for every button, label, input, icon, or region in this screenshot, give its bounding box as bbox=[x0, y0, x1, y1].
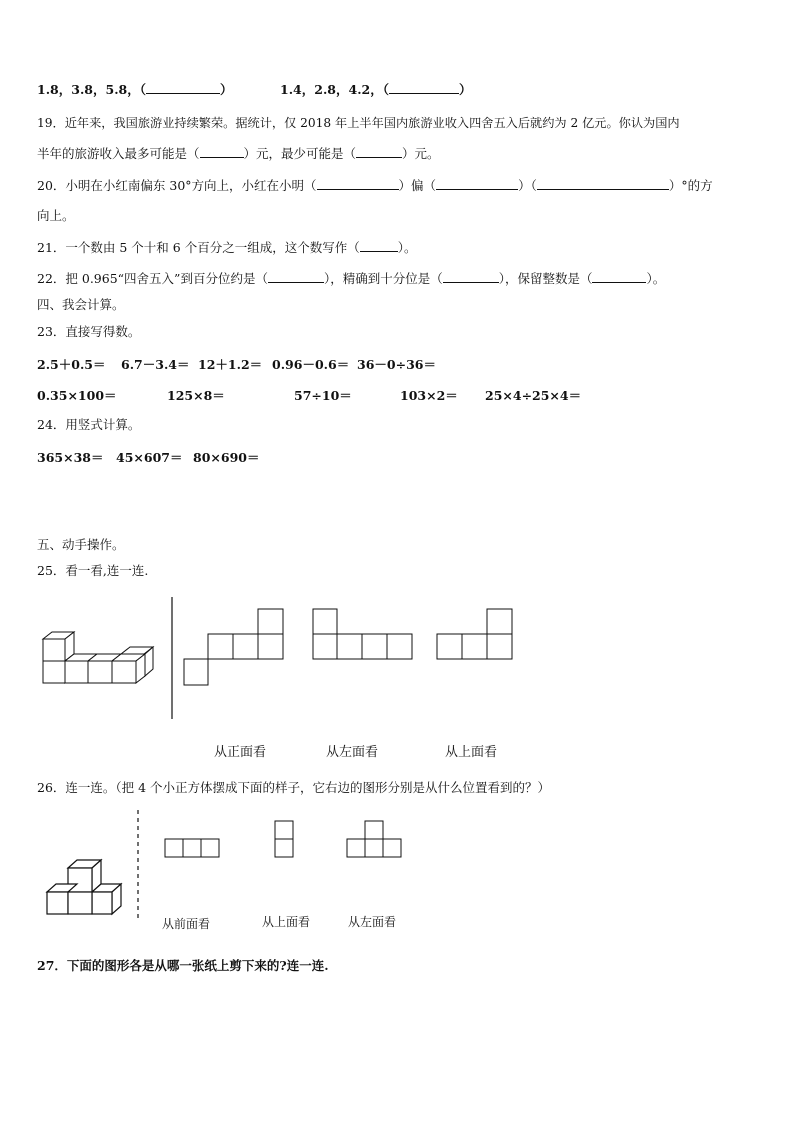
q22-blank-1[interactable] bbox=[268, 271, 324, 283]
q26-title: 26．连一连。（把 4 个小正方体摆成下面的样子，它右边的图形分别是从什么位置看到的？） bbox=[37, 780, 551, 795]
section4-title: 四、我会计算。 bbox=[37, 297, 125, 312]
q19-blank-min[interactable] bbox=[356, 146, 402, 158]
q27-title: 27．下面的图形各是从哪一张纸上剪下来的?连一连. bbox=[37, 958, 329, 973]
q25-label-top: 从上面看 bbox=[445, 745, 498, 760]
q20-line2: 向上。 bbox=[37, 208, 75, 223]
q23-item: 36－0÷36＝ bbox=[357, 357, 436, 372]
q24-item: 365×38＝ bbox=[37, 450, 104, 465]
q20-blank-3[interactable] bbox=[537, 178, 669, 190]
q19-line1: 19．近年来，我国旅游业持续繁荣。据统计，仅 2018 年上半年国内旅游业收入四舍五入后就约为 2 亿元。你认为国内 bbox=[37, 116, 680, 130]
q19-blank-max[interactable] bbox=[200, 146, 244, 158]
q20-blank-1[interactable] bbox=[317, 178, 399, 190]
q22-blank-2[interactable] bbox=[443, 271, 499, 283]
q26-label-top: 从上面看 bbox=[262, 915, 311, 929]
q25-divider-line bbox=[170, 597, 174, 719]
q26-label-front: 从前面看 bbox=[162, 917, 211, 931]
q18-seq-a: 1.8，3.8，5.8，（ bbox=[37, 82, 146, 97]
q23-item: 2.5＋0.5＝ bbox=[37, 357, 106, 372]
q26-cube-figure bbox=[44, 858, 124, 918]
q25-label-left: 从左面看 bbox=[326, 745, 379, 760]
q25-title: 25．看一看,连一连. bbox=[37, 563, 149, 578]
q23-item: 25×4÷25×4＝ bbox=[485, 388, 582, 403]
q22-blank-3[interactable] bbox=[592, 271, 646, 283]
q23-item: 57÷10＝ bbox=[294, 388, 352, 403]
q23-item: 0.96－0.6＝ bbox=[272, 357, 350, 372]
q24-title: 24．用竖式计算。 bbox=[37, 417, 141, 432]
q23-title: 23．直接写得数。 bbox=[37, 324, 141, 339]
q23-item: 0.35×100＝ bbox=[37, 388, 117, 403]
q26-view-shape-2 bbox=[274, 820, 296, 860]
q18-blank-a[interactable] bbox=[146, 82, 220, 94]
q23-item: 12＋1.2＝ bbox=[198, 357, 263, 372]
q26-view-shape-3 bbox=[346, 820, 404, 860]
q25-label-front: 从正面看 bbox=[214, 745, 267, 760]
q25-view-shape-2 bbox=[312, 608, 414, 663]
q25-cube-figure bbox=[40, 630, 170, 690]
q23-item: 6.7－3.4＝ bbox=[121, 357, 190, 372]
q18-seq-b: 1.4，2.8，4.2，（ bbox=[280, 82, 389, 97]
q21-line: 21．一个数由 5 个十和 6 个百分之一组成，这个数写作（ ）。 bbox=[37, 240, 417, 255]
q23-item: 103×2＝ bbox=[400, 388, 458, 403]
q24-item: 80×690＝ bbox=[193, 450, 260, 465]
q25-view-shape-3 bbox=[436, 608, 516, 663]
q21-blank[interactable] bbox=[360, 240, 398, 252]
q26-divider-dashed bbox=[136, 810, 140, 920]
q22-line: 22．把 0.965“四舍五入”到百分位约是（ ），精确到十分位是（ ），保留整数是（ ）。 bbox=[37, 271, 666, 286]
q24-item: 45×607＝ bbox=[116, 450, 183, 465]
q19-line2: 半年的旅游收入最多可能是（ ）元，最少可能是（ ）元。 bbox=[37, 146, 440, 161]
q18-sequences: 1.8，3.8，5.8，（ ） bbox=[37, 82, 233, 97]
q26-label-left: 从左面看 bbox=[348, 915, 397, 929]
q25-view-shape-1 bbox=[183, 608, 285, 688]
q26-view-shape-1 bbox=[164, 838, 222, 860]
q18-sequences-b: 1.4，2.8，4.2，（ ） bbox=[280, 82, 472, 97]
q18-blank-b[interactable] bbox=[389, 82, 459, 94]
section5-title: 五、动手操作。 bbox=[37, 537, 125, 552]
q20-line1: 20．小明在小红南偏东 30°方向上，小红在小明（ ）偏（ ）（ ）°的方 bbox=[37, 178, 713, 193]
q20-blank-2[interactable] bbox=[436, 178, 518, 190]
q23-item: 125×8＝ bbox=[167, 388, 225, 403]
